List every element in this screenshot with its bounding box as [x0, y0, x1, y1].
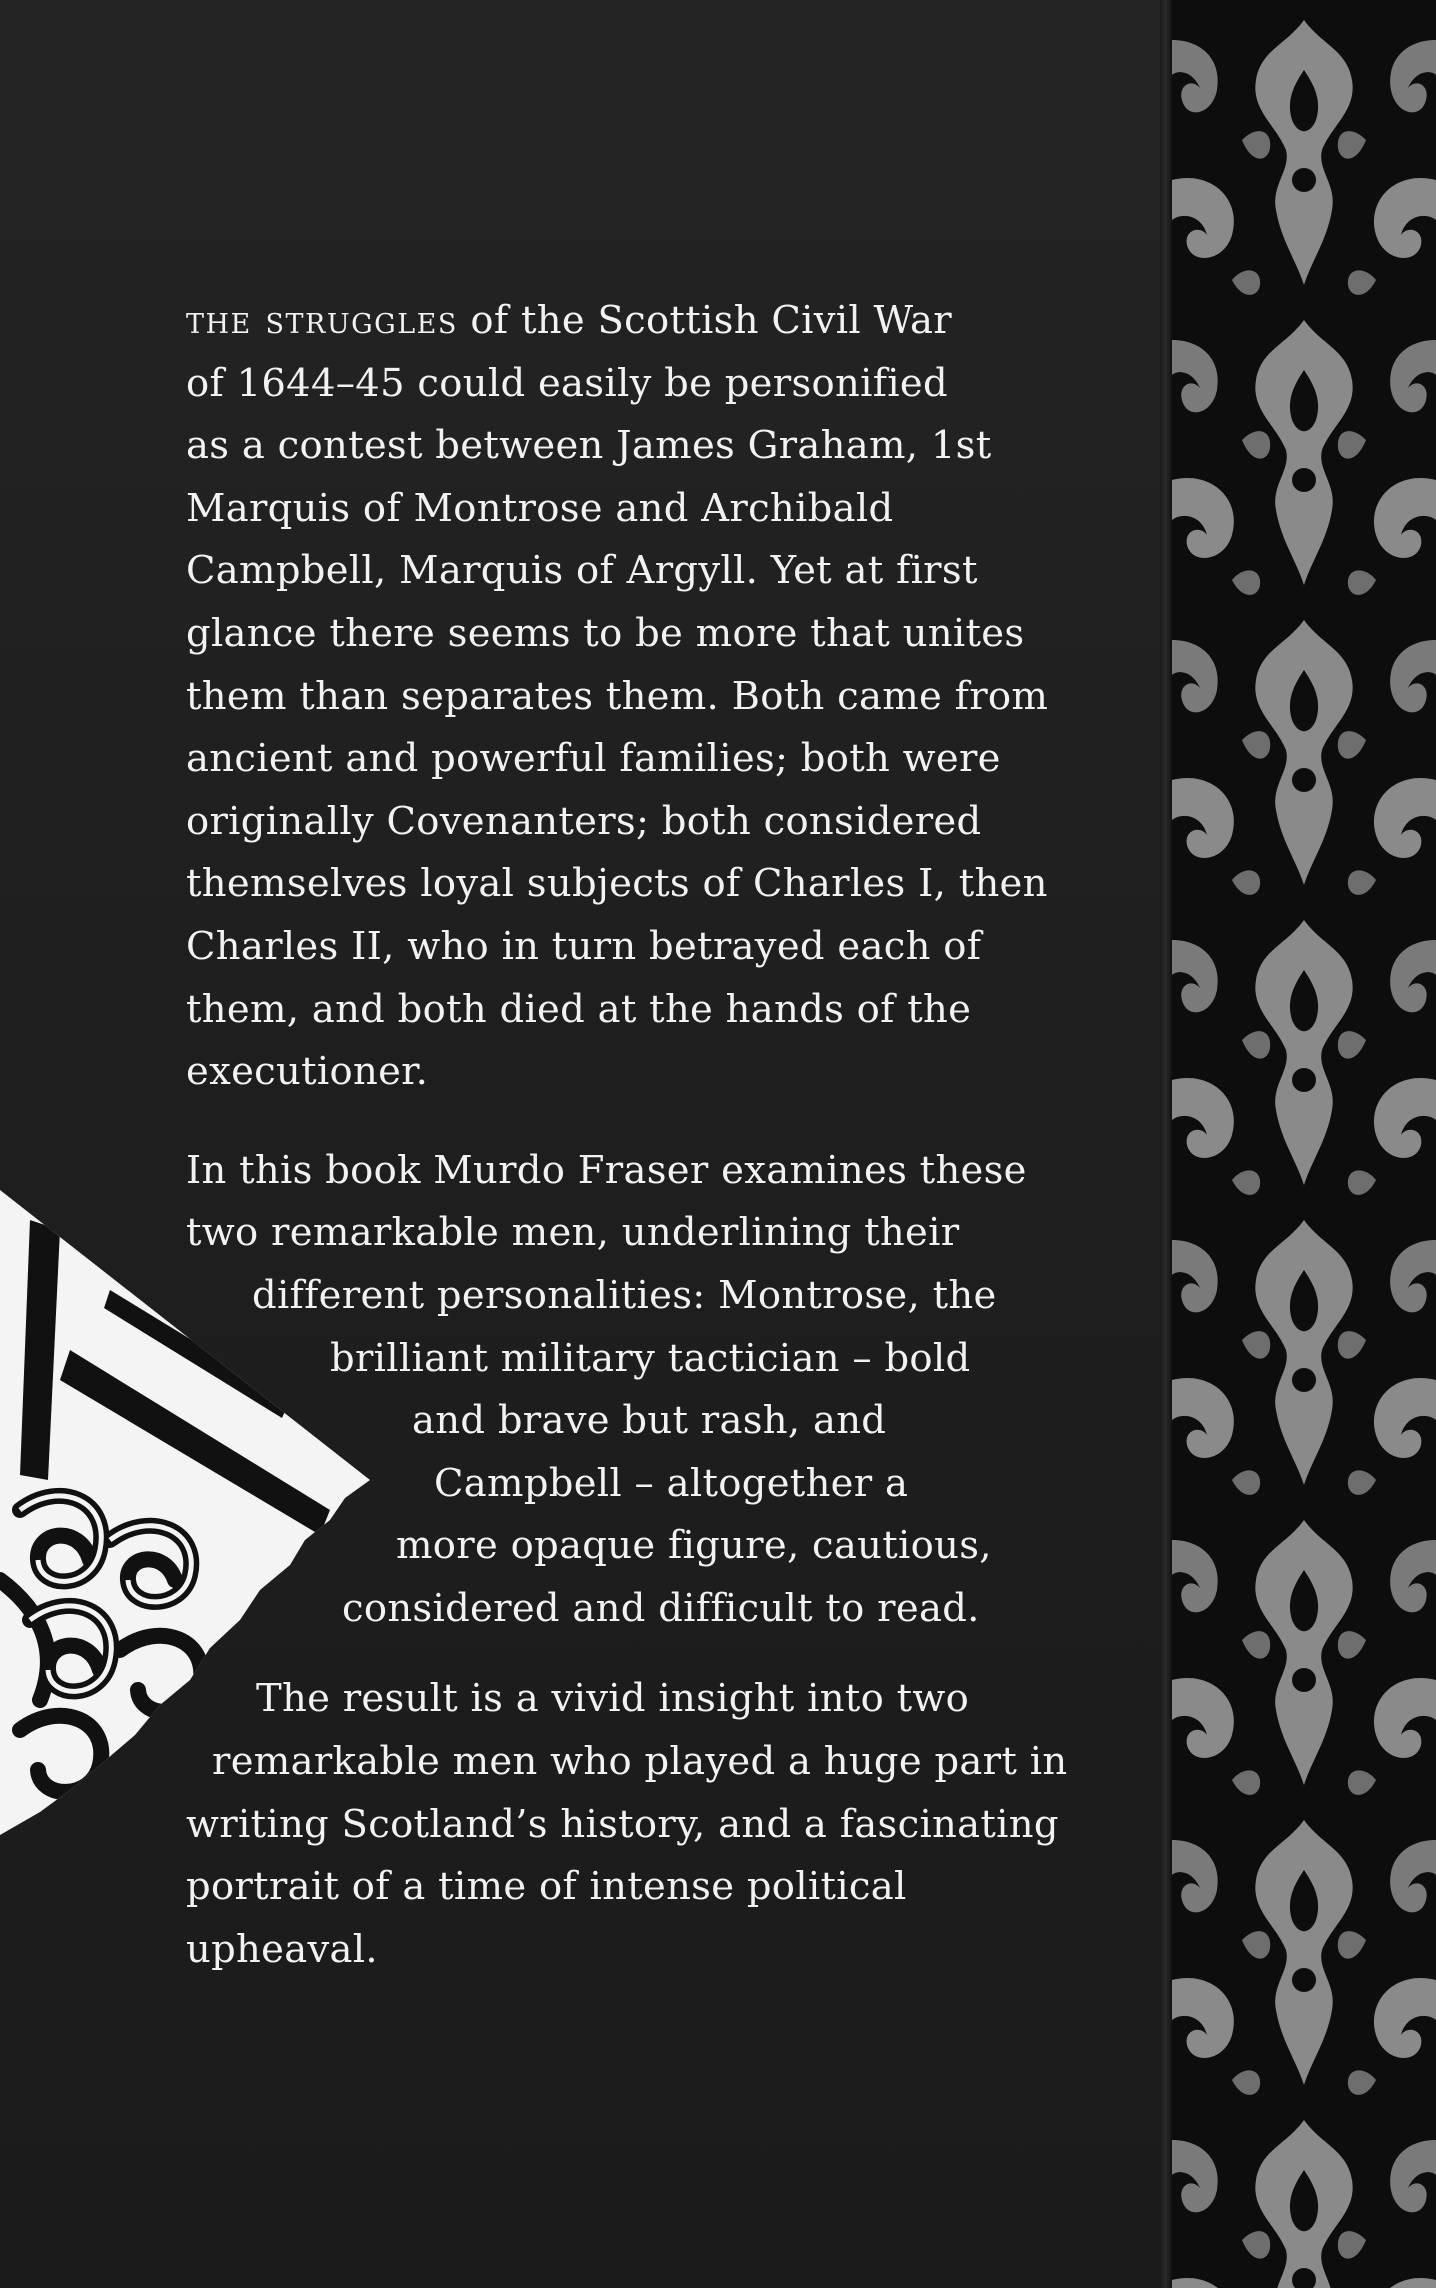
blurb-line: more opaque figure, cautious,: [396, 1523, 992, 1569]
blurb-paragraph-2: [186, 1140, 1066, 1641]
blurb-line: of 1644–45 could easily be personified: [186, 360, 948, 406]
blurb-line: upheaval.: [186, 1926, 378, 1972]
blurb-line: ancient and powerful families; both were: [186, 736, 1001, 782]
blurb-line: two remarkable men, underlining their: [186, 1210, 960, 1256]
blurb-line: executioner.: [186, 1049, 429, 1095]
blurb-line: Marquis of Montrose and Archibald: [186, 485, 894, 531]
blurb-line: Campbell, Marquis of Argyll. Yet at first: [186, 548, 978, 594]
blurb-line: The result is a vivid insight into two: [256, 1676, 970, 1722]
blurb-line: considered and difficult to read.: [342, 1585, 980, 1631]
blurb-line: themselves loyal subjects of Charles I, then: [186, 861, 1048, 907]
blurb-line: as a contest between James Graham, 1st: [186, 423, 992, 469]
damask-pattern-icon: [1172, 0, 1436, 2288]
blurb-line: different personalities: Montrose, the: [252, 1272, 997, 1318]
blurb-line: portrait of a time of intense political: [186, 1864, 907, 1910]
blurb-line: the struggles of the Scottish Civil War: [186, 298, 953, 343]
blurb-line: glance there seems to be more that unites: [186, 610, 1025, 656]
panel-edge: [1160, 0, 1172, 2288]
blurb-line: originally Covenanters; both considered: [186, 798, 982, 844]
lead-in-small-caps: the struggles: [186, 298, 458, 343]
blurb-line: remarkable men who played a huge part in: [212, 1739, 1068, 1785]
blurb-line: and brave but rash, and: [412, 1398, 887, 1444]
blurb-line: In this book Murdo Fraser examines these: [186, 1147, 1027, 1193]
blurb-paragraph-3: [186, 1668, 1066, 1981]
damask-pattern-strip: [1172, 0, 1436, 2288]
blurb-paragraph-1: [186, 290, 1066, 1104]
blurb-line: them, and both died at the hands of the: [186, 986, 972, 1032]
back-cover-blurb: [186, 290, 1066, 1981]
blurb-line: brilliant military tactician – bold: [330, 1335, 971, 1381]
blurb-line: Campbell – altogether a: [434, 1460, 909, 1506]
blurb-line: Charles II, who in turn betrayed each of: [186, 923, 982, 969]
blurb-line: them than separates them. Both came from: [186, 673, 1049, 719]
blurb-line: writing Scotland’s history, and a fascinating: [186, 1801, 1059, 1847]
